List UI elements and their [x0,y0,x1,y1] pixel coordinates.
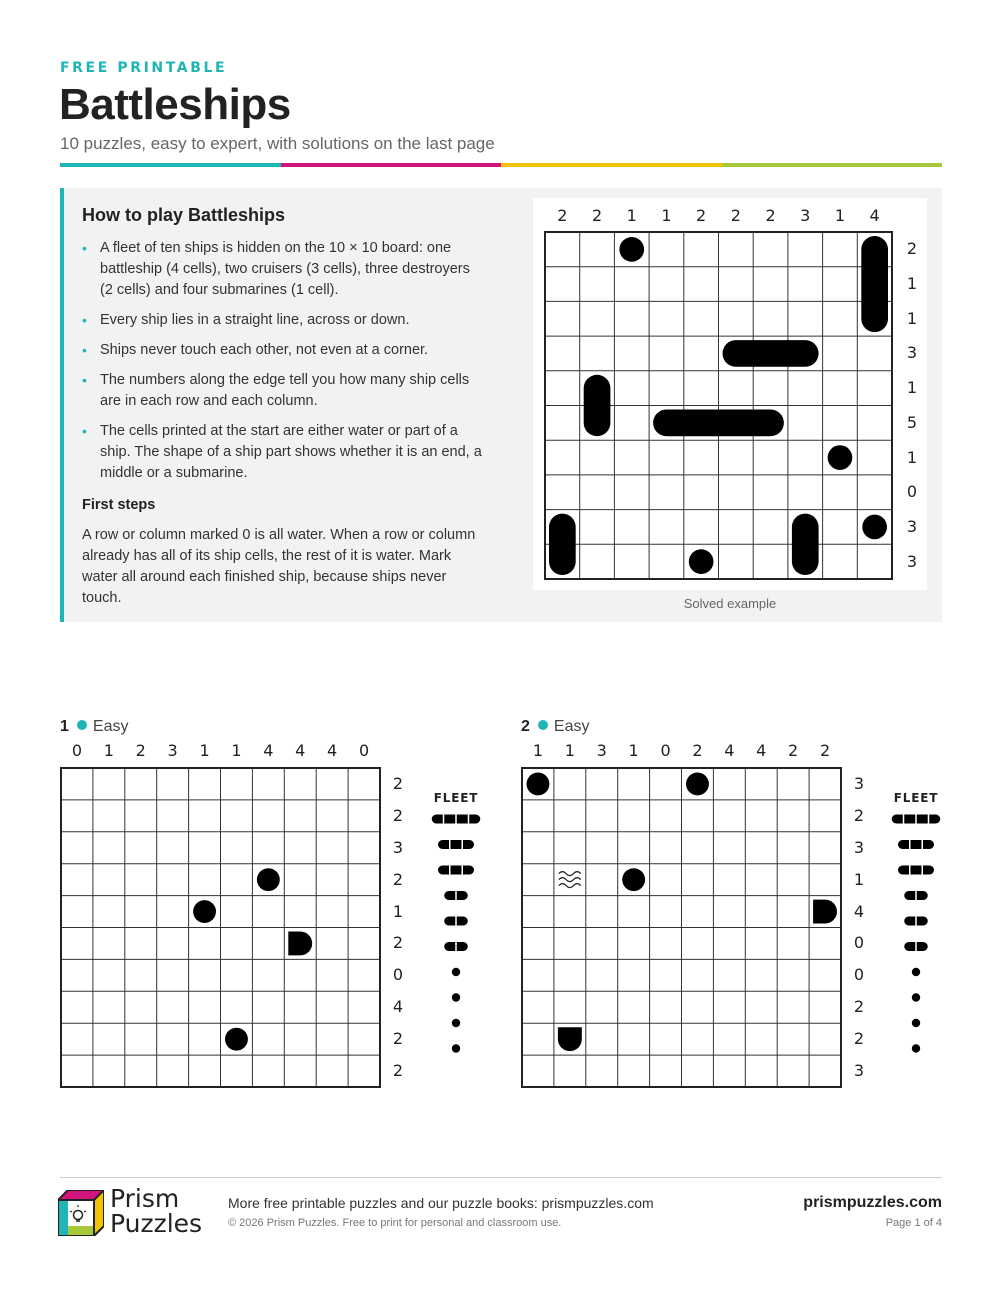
example-caption: Solved example [683,596,777,611]
column-clue: 4 [869,206,880,225]
rule-text: The cells printed at the start are either water or part of a ship. The shape of a ship part shows whether it is an end, a middle or a submarine. [100,423,482,481]
column-clue: 0 [358,741,370,760]
fleet-submarine-icon [912,1019,920,1027]
row-clue: 2 [392,773,404,793]
first-steps-text: A row or column marked 0 is all water. When a row or column already has all of its ship cells, the rest of it is water. Mark water all around each finished ship, because ships never touch. [82,527,476,606]
fleet-legend [891,811,941,1081]
ship-submarine [689,549,714,574]
row-clue: 1 [853,869,865,889]
fleet-label: FLEET [893,791,939,805]
ship-submarine [828,445,853,470]
rule-segment [60,163,281,167]
row-clue: 3 [853,1061,865,1081]
column-clue: 1 [626,206,637,225]
row-clue: 1 [906,308,918,328]
fleet-submarine-icon [452,968,460,976]
ship [861,236,888,332]
column-clue: 4 [724,741,735,760]
fleet-submarine-icon [452,1044,460,1052]
fleet-battleship-icon [432,814,481,825]
column-clue: 2 [730,206,741,225]
fleet-destroyer-icon [444,890,468,901]
row-clue: 2 [392,1029,404,1049]
column-clue: 3 [167,741,178,760]
fleet-label: FLEET [433,791,479,805]
column-clue: 4 [756,741,767,760]
row-clue: 0 [853,933,865,953]
row-clue: 3 [853,773,865,793]
rule-segment [281,163,502,167]
column-clue: 2 [135,741,146,760]
rule-item [82,340,482,361]
row-clue: 3 [853,837,865,857]
rule-segment [722,163,943,167]
column-clue: 3 [596,741,607,760]
column-clue: 1 [199,741,210,760]
row-clue: 0 [392,965,404,985]
given-submarine [527,773,550,796]
footer-divider [60,1177,942,1178]
row-clue: 2 [392,1061,404,1081]
rule-text: The numbers along the edge tell you how many ship cells are in each row and each column. [100,372,470,409]
ship [792,514,819,575]
rules-list [82,238,482,493]
fleet-cruiser-icon [438,839,474,850]
ship-submarine [619,237,644,262]
row-clue: 2 [853,997,865,1017]
column-clue: 1 [231,741,242,760]
howto-title: How to play Battleships [82,205,286,225]
fleet-battleship-icon [892,814,941,825]
eyebrow-label: FREE PRINTABLE [60,60,228,76]
row-clue: 3 [392,837,404,857]
example-grid [545,232,892,579]
page-title: Battleships [59,80,291,129]
row-clue: 1 [906,447,918,467]
row-clue: 0 [906,482,918,502]
footer-page-number: Page 1 of 4 [885,1217,942,1229]
column-clue: 2 [557,206,568,225]
brand-wordmark [110,1186,202,1236]
given-ship-end [288,932,312,956]
row-clue: 0 [853,965,865,985]
fleet-submarine-icon [912,968,920,976]
rule-text: A fleet of ten ships is hidden on the 10 × 10 board: one battleship (4 cells), two cruisers (3 cells), three destroyers (2 cells) and four submarines (1 cell). [100,240,470,298]
footer-site-link[interactable]: prismpuzzles.com [803,1194,942,1211]
column-clue: 3 [800,206,811,225]
column-clue: 1 [103,741,114,760]
first-steps-title: First steps [82,497,156,513]
puzzle-header [60,718,128,736]
row-clue: 4 [853,901,865,921]
puzzle-grid [61,768,380,1087]
rule-item [82,421,482,484]
fleet-cruiser-icon [898,839,934,850]
brand-line: Puzzles [110,1209,203,1238]
column-clue: 2 [788,741,799,760]
brand-line: Prism [110,1184,180,1213]
fleet-destroyer-icon [904,941,928,952]
fleet-submarine-icon [452,993,460,1001]
given-ship-end [813,900,837,924]
bullet-icon: • [82,312,87,328]
row-clue: 5 [906,412,918,432]
column-clue: 4 [327,741,338,760]
fleet-destroyer-icon [444,941,468,952]
row-clue: 2 [853,805,865,825]
page-subtitle: 10 puzzles, easy to expert, with solutions on the last page [60,134,495,153]
rule-segment [501,163,722,167]
fleet-submarine-icon [912,993,920,1001]
column-clue: 2 [819,741,831,760]
column-clue: 1 [564,741,575,760]
ship [723,340,819,367]
fleet-cruiser-icon [898,865,934,876]
column-clue: 4 [295,741,306,760]
given-ship-end [558,1027,582,1051]
row-clue: 4 [392,997,404,1017]
ship [584,375,611,436]
row-clue: 3 [906,516,918,536]
column-clue: 1 [834,206,846,225]
row-clue: 1 [906,274,918,294]
rule-item [82,238,482,301]
row-clue: 1 [906,378,918,398]
bullet-icon: • [82,423,87,439]
bullet-icon: • [82,342,87,358]
puzzle-header [521,718,589,736]
row-clue: 2 [906,239,918,259]
puzzle-number: 1 [60,718,69,735]
puzzle-number: 2 [521,718,530,735]
fleet-submarine-icon [912,1044,920,1052]
given-submarine [686,773,709,796]
difficulty-dot-icon [77,720,87,730]
ship-submarine [862,515,887,540]
column-clue: 1 [532,741,544,760]
row-clue: 3 [906,343,918,363]
column-clue: 2 [591,206,603,225]
fleet-destroyer-icon [904,890,928,901]
fleet-submarine-icon [452,1019,460,1027]
column-clue: 2 [765,206,776,225]
column-clue: 2 [696,206,707,225]
column-clue: 1 [661,206,672,225]
column-clue: 0 [71,741,83,760]
fleet-legend [431,811,481,1081]
row-clue: 2 [392,869,404,889]
given-submarine [193,900,216,923]
bullet-icon: • [82,372,87,388]
row-clue: 2 [392,805,404,825]
fleet-cruiser-icon [438,865,474,876]
given-submarine [225,1028,248,1051]
rule-item [82,310,482,331]
rule-item [82,370,482,412]
bullet-icon: • [82,240,87,256]
rule-text: Every ship lies in a straight line, across or down. [100,312,410,328]
difficulty-label: Easy [553,718,590,735]
prism-logo-icon [58,1190,104,1236]
puzzle-grid [522,768,841,1087]
given-submarine [257,868,280,891]
howto-accent-bar [60,188,64,622]
ship [653,410,784,437]
row-clue: 2 [853,1029,865,1049]
fleet-destroyer-icon [904,916,928,927]
row-clue: 3 [906,551,918,571]
rule-text: Ships never touch each other, not even at a corner. [100,342,429,358]
row-clue: 2 [392,933,404,953]
color-rule [60,163,942,167]
difficulty-dot-icon [538,720,548,730]
fleet-destroyer-icon [444,916,468,927]
given-submarine [622,868,645,891]
footer-more-text: More free printable puzzles and our puzzle books: prismpuzzles.com [228,1195,654,1211]
column-clue: 1 [628,741,639,760]
column-clue: 0 [660,741,671,760]
ship [549,514,576,575]
column-clue: 2 [692,741,703,760]
difficulty-label: Easy [92,718,129,735]
row-clue: 1 [392,901,404,921]
column-clue: 4 [263,741,274,760]
footer-copyright: © 2026 Prism Puzzles. Free to print for personal and classroom use. [228,1217,562,1229]
